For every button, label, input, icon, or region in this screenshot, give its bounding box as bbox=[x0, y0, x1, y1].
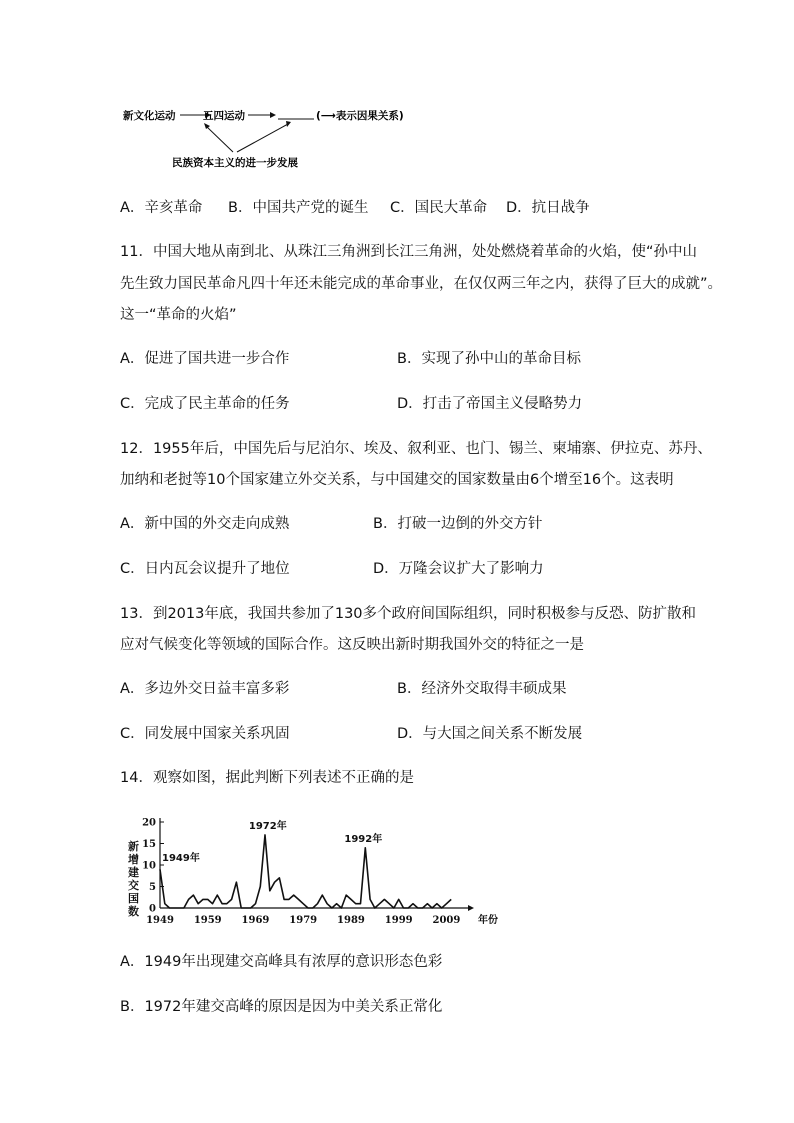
q11-stem-line1: 11．中国大地从南到北、从珠江三角洲到长江三角洲，处处燃烧着革命的火焰，使“孙中山 bbox=[120, 244, 697, 260]
y-tick-label: 15 bbox=[142, 839, 156, 850]
q11-option-c: C．完成了民主革命的任务 bbox=[120, 396, 290, 412]
q11-option-d: D．打击了帝国主义侵略势力 bbox=[397, 396, 583, 412]
q12-stem-line2: 加纳和老挝等10个国家建立外交关系，与中国建交的国家数量由6个增至16个。这表明 bbox=[120, 472, 674, 488]
y-axis-label-char: 增 bbox=[128, 853, 139, 866]
y-axis-label-char: 数 bbox=[128, 905, 139, 918]
diplomatic-relations-line-chart bbox=[120, 808, 500, 933]
q10-option-d: D．抗日战争 bbox=[506, 200, 590, 216]
q13-option-a: A．多边外交日益丰富多彩 bbox=[120, 681, 290, 697]
q12-option-b: B．打破一边倒的外交方针 bbox=[373, 516, 543, 532]
q13-stem-line1: 13．到2013年底，我国共参加了130多个政府间国际组织，同时积极参与反恐、防扩散和 bbox=[120, 606, 697, 622]
y-axis-label-char: 新 bbox=[128, 840, 139, 853]
x-tick-label: 1949 bbox=[146, 915, 174, 926]
q14-option-b: B．1972年建交高峰的原因是因为中美关系正常化 bbox=[120, 999, 443, 1015]
y-axis-label-char: 交 bbox=[128, 879, 139, 892]
q10-option-a: A．辛亥革命 bbox=[120, 200, 203, 216]
diagram-node-new-culture: 新文化运动 bbox=[123, 110, 176, 122]
q14-option-a: A．1949年出现建交高峰具有浓厚的意识形态色彩 bbox=[120, 954, 443, 970]
y-tick-label: 10 bbox=[142, 860, 156, 872]
peak-annotation: 1992年 bbox=[344, 833, 383, 845]
q13-stem-line2: 应对气候变化等领域的国际合作。这反映出新时期我国外交的特征之一是 bbox=[120, 637, 584, 653]
y-tick-label: 20 bbox=[142, 817, 156, 829]
peak-annotation: 1972年 bbox=[248, 820, 287, 832]
x-axis-arrow bbox=[468, 905, 474, 911]
x-axis-label: 年份 bbox=[478, 915, 498, 926]
q13-option-c: C．同发展中国家关系巩固 bbox=[120, 726, 290, 742]
x-tick-label: 1959 bbox=[193, 915, 222, 926]
diagram-node-may-fourth: 五四运动 bbox=[203, 110, 245, 122]
y-axis-label-char: 建 bbox=[128, 866, 139, 879]
q14-stem: 14．观察如图，据此判断下列表述不正确的是 bbox=[120, 770, 414, 786]
y-tick-label: 0 bbox=[149, 903, 156, 915]
cause-effect-diagram bbox=[120, 100, 430, 175]
q12-option-c: C．日内瓦会议提升了地位 bbox=[120, 561, 290, 577]
x-tick-label: 1999 bbox=[384, 915, 413, 926]
q12-option-d: D．万隆会议扩大了影响力 bbox=[373, 561, 544, 577]
q13-option-d: D．与大国之间关系不断发展 bbox=[397, 726, 583, 742]
q11-option-b: B．实现了孙中山的革命目标 bbox=[397, 351, 581, 367]
x-tick-label: 1979 bbox=[289, 915, 318, 926]
q11-stem-line3: 这一“革命的火焰” bbox=[120, 307, 237, 323]
q11-option-a: A．促进了国共进一步合作 bbox=[120, 351, 290, 367]
q10-option-b: B．中国共产党的诞生 bbox=[228, 200, 369, 216]
y-tick-label: 5 bbox=[149, 882, 156, 893]
x-tick-label: 1989 bbox=[337, 915, 365, 926]
x-tick-label: 2009 bbox=[432, 915, 461, 926]
diagram-legend: (⟶表示因果关系) bbox=[316, 110, 404, 122]
q11-stem-line2: 先生致力国民革命凡四十年还未能完成的革命事业，在仅仅两三年之内，获得了巨大的成就”。 bbox=[120, 276, 723, 292]
q12-stem-line1: 12．1955年后，中国先后与尼泊尔、埃及、叙利亚、也门、锡兰、柬埔寨、伊拉克、苏丹、 bbox=[120, 441, 712, 457]
diagram-node-national-capitalism: 民族资本主义的进一步发展 bbox=[172, 157, 298, 169]
q10-option-c: C．国民大革命 bbox=[390, 200, 488, 216]
x-tick-label: 1969 bbox=[241, 915, 270, 926]
y-axis-label-char: 国 bbox=[128, 892, 139, 905]
q13-option-b: B．经济外交取得丰硕成果 bbox=[397, 681, 567, 697]
series-line bbox=[160, 835, 451, 908]
peak-annotation: 1949年 bbox=[162, 853, 200, 864]
q12-option-a: A．新中国的外交走向成熟 bbox=[120, 516, 290, 532]
